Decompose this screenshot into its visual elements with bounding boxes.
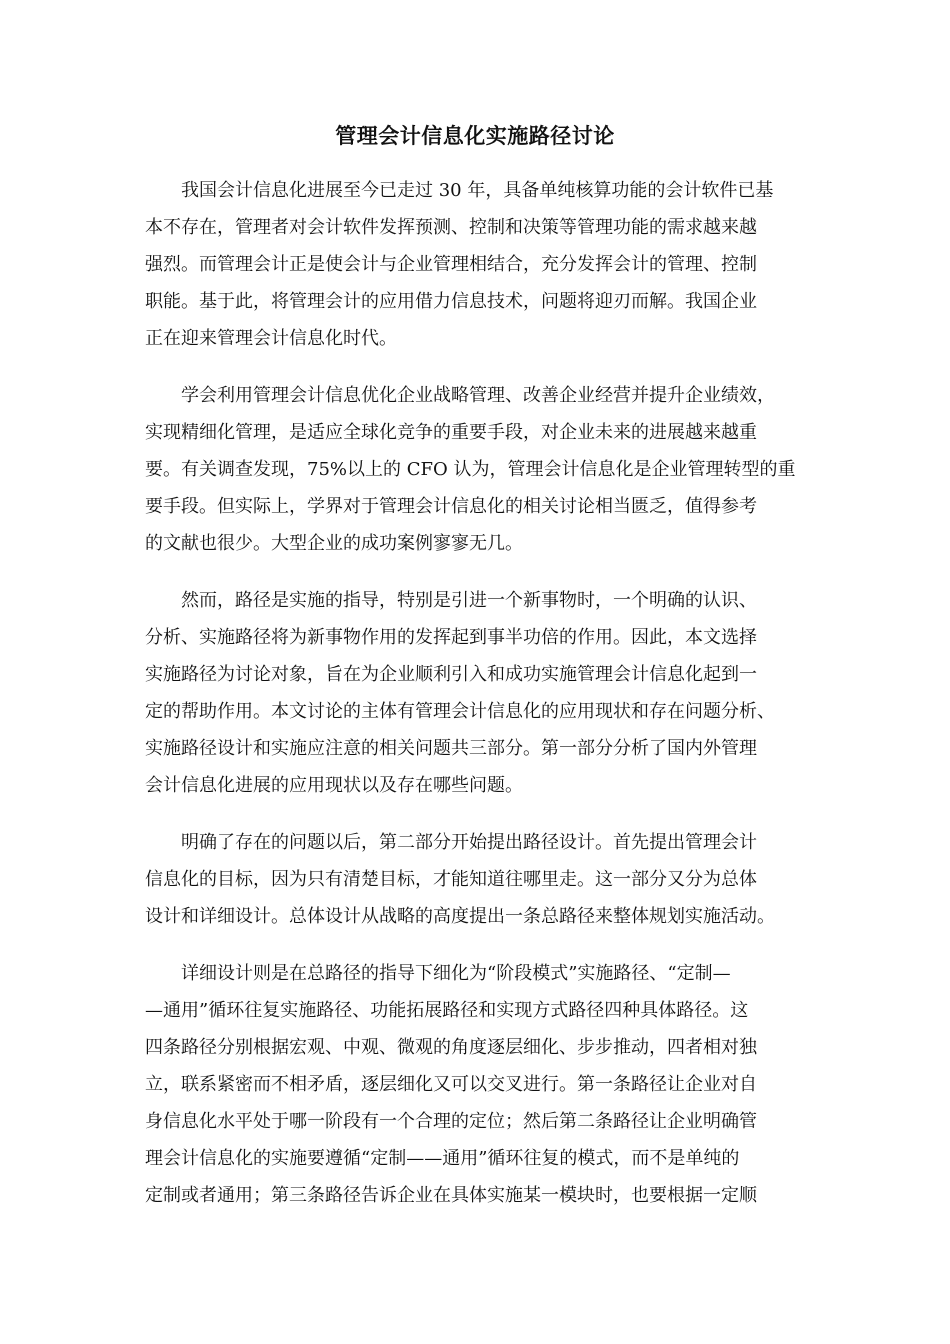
paragraph-line: 立，联系紧密而不相矛盾，逐层细化又可以交叉进行。第一条路径让企业对自 xyxy=(145,1074,757,1095)
paragraph-line: 实现精细化管理，是适应全球化竞争的重要手段，对企业未来的进展越来越重 xyxy=(145,422,757,443)
paragraph-line: 四条路径分别根据宏观、中观、微观的角度逐层细化、步步推动，四者相对独 xyxy=(145,1037,757,1058)
paragraph-line: 设计和详细设计。总体设计从战略的高度提出一条总路径来整体规划实施活动。 xyxy=(145,906,775,927)
paragraph-line: 然而，路径是实施的指导，特别是引进一个新事物时，一个明确的认识、 xyxy=(181,590,757,611)
paragraph-line: 身信息化水平处于哪一阶段有一个合理的定位；然后第二条路径让企业明确管 xyxy=(145,1111,757,1132)
paragraph-line: 会计信息化进展的应用现状以及存在哪些问题。 xyxy=(145,775,523,796)
paragraph-line: 分析、实施路径将为新事物作用的发挥起到事半功倍的作用。因此，本文选择 xyxy=(145,627,757,648)
document-body xyxy=(145,172,810,1234)
paragraph-3 xyxy=(145,582,810,804)
paragraph-line: 正在迎来管理会计信息化时代。 xyxy=(145,328,397,349)
paragraph-line: 强烈。而管理会计正是使会计与企业管理相结合，充分发挥会计的管理、控制 xyxy=(145,254,757,275)
paragraph-line: 我国会计信息化进展至今已走过 30 年，具备单纯核算功能的会计软件已基 xyxy=(181,180,774,201)
paragraph-line: 定制或者通用；第三条路径告诉企业在具体实施某一模块时，也要根据一定顺 xyxy=(145,1185,757,1206)
paragraph-1 xyxy=(145,172,810,357)
paragraph-5 xyxy=(145,955,810,1214)
paragraph-line: 职能。基于此，将管理会计的应用借力信息技术，问题将迎刃而解。我国企业 xyxy=(145,291,757,312)
paragraph-line: 学会利用管理会计信息优化企业战略管理、改善企业经营并提升企业绩效， xyxy=(181,385,775,406)
paragraph-line: 信息化的目标，因为只有清楚目标，才能知道往哪里走。这一部分又分为总体 xyxy=(145,869,757,890)
paragraph-line: 要手段。但实际上，学界对于管理会计信息化的相关讨论相当匮乏，值得参考 xyxy=(145,496,757,517)
paragraph-line: 的文献也很少。大型企业的成功案例寥寥无几。 xyxy=(145,533,523,554)
document-title: 管理会计信息化实施路径讨论 xyxy=(335,124,615,148)
paragraph-line: 实施路径设计和实施应注意的相关问题共三部分。第一部分分析了国内外管理 xyxy=(145,738,757,759)
paragraph-2 xyxy=(145,377,810,562)
paragraph-line: 详细设计则是在总路径的指导下细化为“阶段模式”实施路径、“定制— xyxy=(181,963,731,984)
paragraph-line: 明确了存在的问题以后，第二部分开始提出路径设计。首先提出管理会计 xyxy=(181,832,757,853)
paragraph-line: 实施路径为讨论对象，旨在为企业顺利引入和成功实施管理会计信息化起到一 xyxy=(145,664,757,685)
paragraph-4 xyxy=(145,824,810,935)
paragraph-line: —通用”循环往复实施路径、功能拓展路径和实现方式路径四种具体路径。这 xyxy=(145,1000,749,1021)
paragraph-line: 理会计信息化的实施要遵循“定制——通用”循环往复的模式，而不是单纯的 xyxy=(145,1148,740,1169)
paragraph-line: 定的帮助作用。本文讨论的主体有管理会计信息化的应用现状和存在问题分析、 xyxy=(145,701,775,722)
paragraph-line: 要。有关调查发现，75%以上的 CFO 认为，管理会计信息化是企业管理转型的重 xyxy=(145,459,796,480)
paragraph-line: 本不存在，管理者对会计软件发挥预测、控制和决策等管理功能的需求越来越 xyxy=(145,217,757,238)
